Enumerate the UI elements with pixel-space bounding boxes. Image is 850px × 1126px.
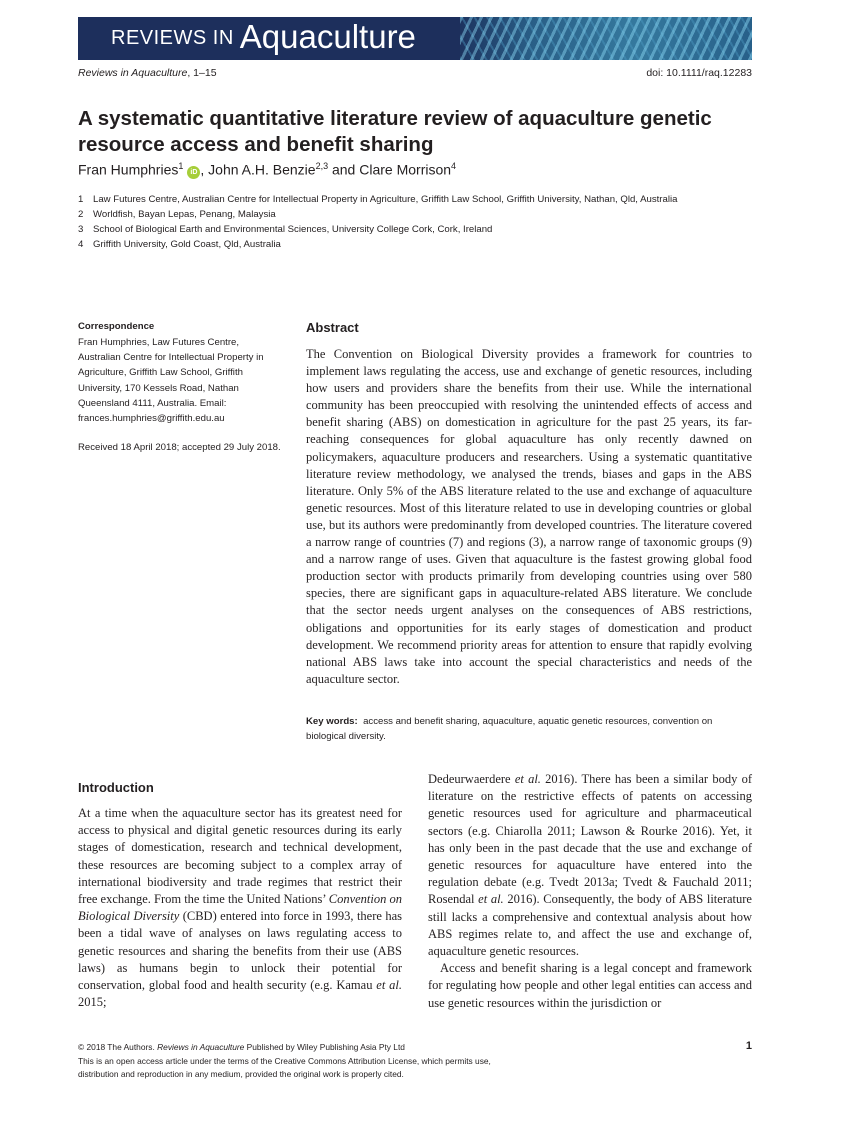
author-name[interactable]: Clare Morrison	[359, 161, 452, 178]
abstract-heading: Abstract	[306, 320, 359, 335]
text-run: Published by Wiley Publishing Asia Pty Ltd	[244, 1042, 405, 1052]
affiliation-item	[78, 192, 677, 207]
author-name[interactable]: John A.H. Benzie	[208, 161, 316, 178]
italic-title: Convention on Biological Diversity	[78, 892, 402, 924]
received-dates: Received 18 April 2018; accepted 29 July 2018.	[78, 442, 281, 453]
doi[interactable]: doi: 10.1111/raq.12283	[646, 67, 752, 79]
journal-title-prefix: REVIEWS IN	[111, 27, 234, 49]
affiliation-number: 1	[78, 194, 84, 205]
intro-paragraph-2: Access and benefit sharing is a legal concept and framework for regulating how people and other legal entities can access and use genetic resources within the jurisdiction or	[428, 961, 752, 1010]
text-run: © 2018 The Authors.	[78, 1042, 158, 1052]
affiliation-item	[78, 207, 677, 222]
affiliation-number: 4	[78, 239, 84, 250]
license-line: distribution and reproduction in any medium, provided the original work is properly cited.	[78, 1069, 404, 1080]
orcid-icon[interactable]: iD	[187, 166, 200, 179]
author-list	[78, 161, 456, 179]
affiliation-text: Worldfish, Bayan Lepas, Penang, Malaysia	[93, 209, 276, 220]
text-run: 2015;	[78, 995, 107, 1010]
text-run: 2016). There has been a similar body of literature on the restrictive effects of patents on accessing genetic resources used for agriculture and pharmaceutical sectors (e.g. Chiarolla 2011; Lawson & Rourke 2016). Yet, it has only been in the past decade that the use and exchange of genetic resources for aquaculture have entered into the regulation debate (e.g. Tvedt 2013a; Tvedt & Fauchald 2011; Rosendal	[428, 772, 752, 907]
page-footer	[78, 1041, 752, 1082]
correspondence-text: Fran Humphries, Law Futures Centre, Australian Centre for Intellectual Property in Agriculture, Griffith Law School, Griffith University, 170 Kessels Road, Nathan Queensland 4111, Australia. Email: frances.humphries@griffith.edu.au	[78, 337, 264, 425]
article-title: A systematic quantitative literature review of aquaculture genetic resource access and benefit sharing	[78, 107, 712, 156]
intro-paragraph-1	[78, 805, 402, 1011]
affiliation-item	[78, 237, 677, 252]
text-run: (CBD) entered into force in 1993, there has been a tidal wave of analyses on laws regulating access to genetic resources and sharing the benefits from their use (ABS laws) as humans begin to unlock their potential for conservation, global food and health security (e.g. Kamau	[78, 909, 402, 993]
et-al: et al.	[478, 892, 504, 907]
text-run: Dedeurwaerdere	[428, 772, 515, 786]
page-number: 1	[745, 1040, 752, 1052]
keywords-label: Key words:	[306, 716, 358, 727]
abstract-text: The Convention on Biological Diversity provides a framework for countries to implement laws regulating the access, use and exchange of genetic resources, including how users and providers share the benefits from their use. While the international community has been preoccupied with resolving the unintended effects of access and benefit sharing (ABS) on domestication in agriculture for the past 25 years, its far-reaching consequences for global aquaculture has only recently dawned on policymakers, aquaculture producers and researchers. Using a systematic quantitative literature review methodology, we analysed the trends, biases and gaps in the ABS literature. Only 5% of the ABS literature related to the use and exchange of aquaculture genetic resources. Most of this literature related to use in developing countries or global use, but its authors were predominantly from developed countries. The literature covered a narrow range of countries (7) and regions (3), a narrow range of taxonomic groups (9) and a narrow range of uses. Given that aquaculture is the fastest growing global food production sector with products primarily from developing countries using over 580 species, there are significant gaps in aquaculture-related ABS literature. We conclude that the sector needs urgent analyses on the consequences of ABS restrictions, obligations and opportunities for its early stages of domestication and product development. We recommend priority areas for attention to ensure that rapidly evolving national ABS laws take into account the special characteristics and needs of the aquaculture sector.	[306, 347, 752, 686]
journal-name-italic: Reviews in Aquaculture	[157, 1042, 245, 1052]
text-run: 2016). Consequently, the body of ABS literature still lacks a comprehensive and contextual analysis about how ABS regimes relate to, and affect the use and exchange of, aquaculture genetic resources.	[428, 892, 752, 959]
affiliation-text: Griffith University, Gold Coast, Qld, Australia	[93, 239, 281, 250]
affiliation-number: 2	[78, 209, 84, 220]
banner-artwork	[460, 17, 752, 60]
keywords	[306, 714, 752, 744]
affiliation-list	[78, 192, 677, 252]
affiliation-number: 3	[78, 224, 84, 235]
journal-banner	[78, 17, 752, 60]
author-separator: and	[328, 161, 360, 178]
correspondence-heading: Correspondence	[78, 321, 155, 332]
text-run: At a time when the aquaculture sector has its greatest need for access to physical and digital genetic resources during its early stages of domestication, research and technical development, these resources are becoming subject to a complex array of international biodiversity and trade regimes that restrict their free exchange. From the time the United Nations’	[78, 806, 402, 907]
journal-citation	[78, 67, 217, 79]
author-name[interactable]: Fran Humphries	[78, 161, 179, 178]
keywords-text: access and benefit sharing, aquaculture, aquatic genetic resources, convention on biological diversity.	[306, 716, 713, 742]
affiliation-item	[78, 222, 677, 237]
license-line: This is an open access article under the terms of the Creative Commons Attribution License, which permits use,	[78, 1055, 491, 1066]
author-affil-sup: 2,3	[315, 161, 329, 171]
intro-paragraph-1-cont	[428, 771, 752, 960]
affiliation-text: Law Futures Centre, Australian Centre for Intellectual Property in Agriculture, Griffith Law School, Griffith University, Nathan, Qld, Australia	[93, 194, 678, 205]
author-affil-sup: 1	[178, 161, 184, 171]
author-separator: ,	[200, 161, 209, 178]
page-range: , 1–15	[187, 67, 217, 79]
right-column	[428, 771, 752, 1012]
et-al: et al.	[376, 978, 402, 993]
journal-name: Reviews in Aquaculture	[78, 67, 188, 79]
copyright-line	[78, 1041, 752, 1055]
et-al: et al.	[514, 772, 541, 786]
journal-title	[111, 18, 416, 56]
journal-title-name: Aquaculture	[239, 18, 416, 55]
author-affil-sup: 4	[451, 161, 457, 171]
affiliation-text: School of Biological Earth and Environmental Sciences, University College Cork, Cork, Ireland	[93, 224, 493, 235]
introduction-heading: Introduction	[78, 780, 154, 795]
